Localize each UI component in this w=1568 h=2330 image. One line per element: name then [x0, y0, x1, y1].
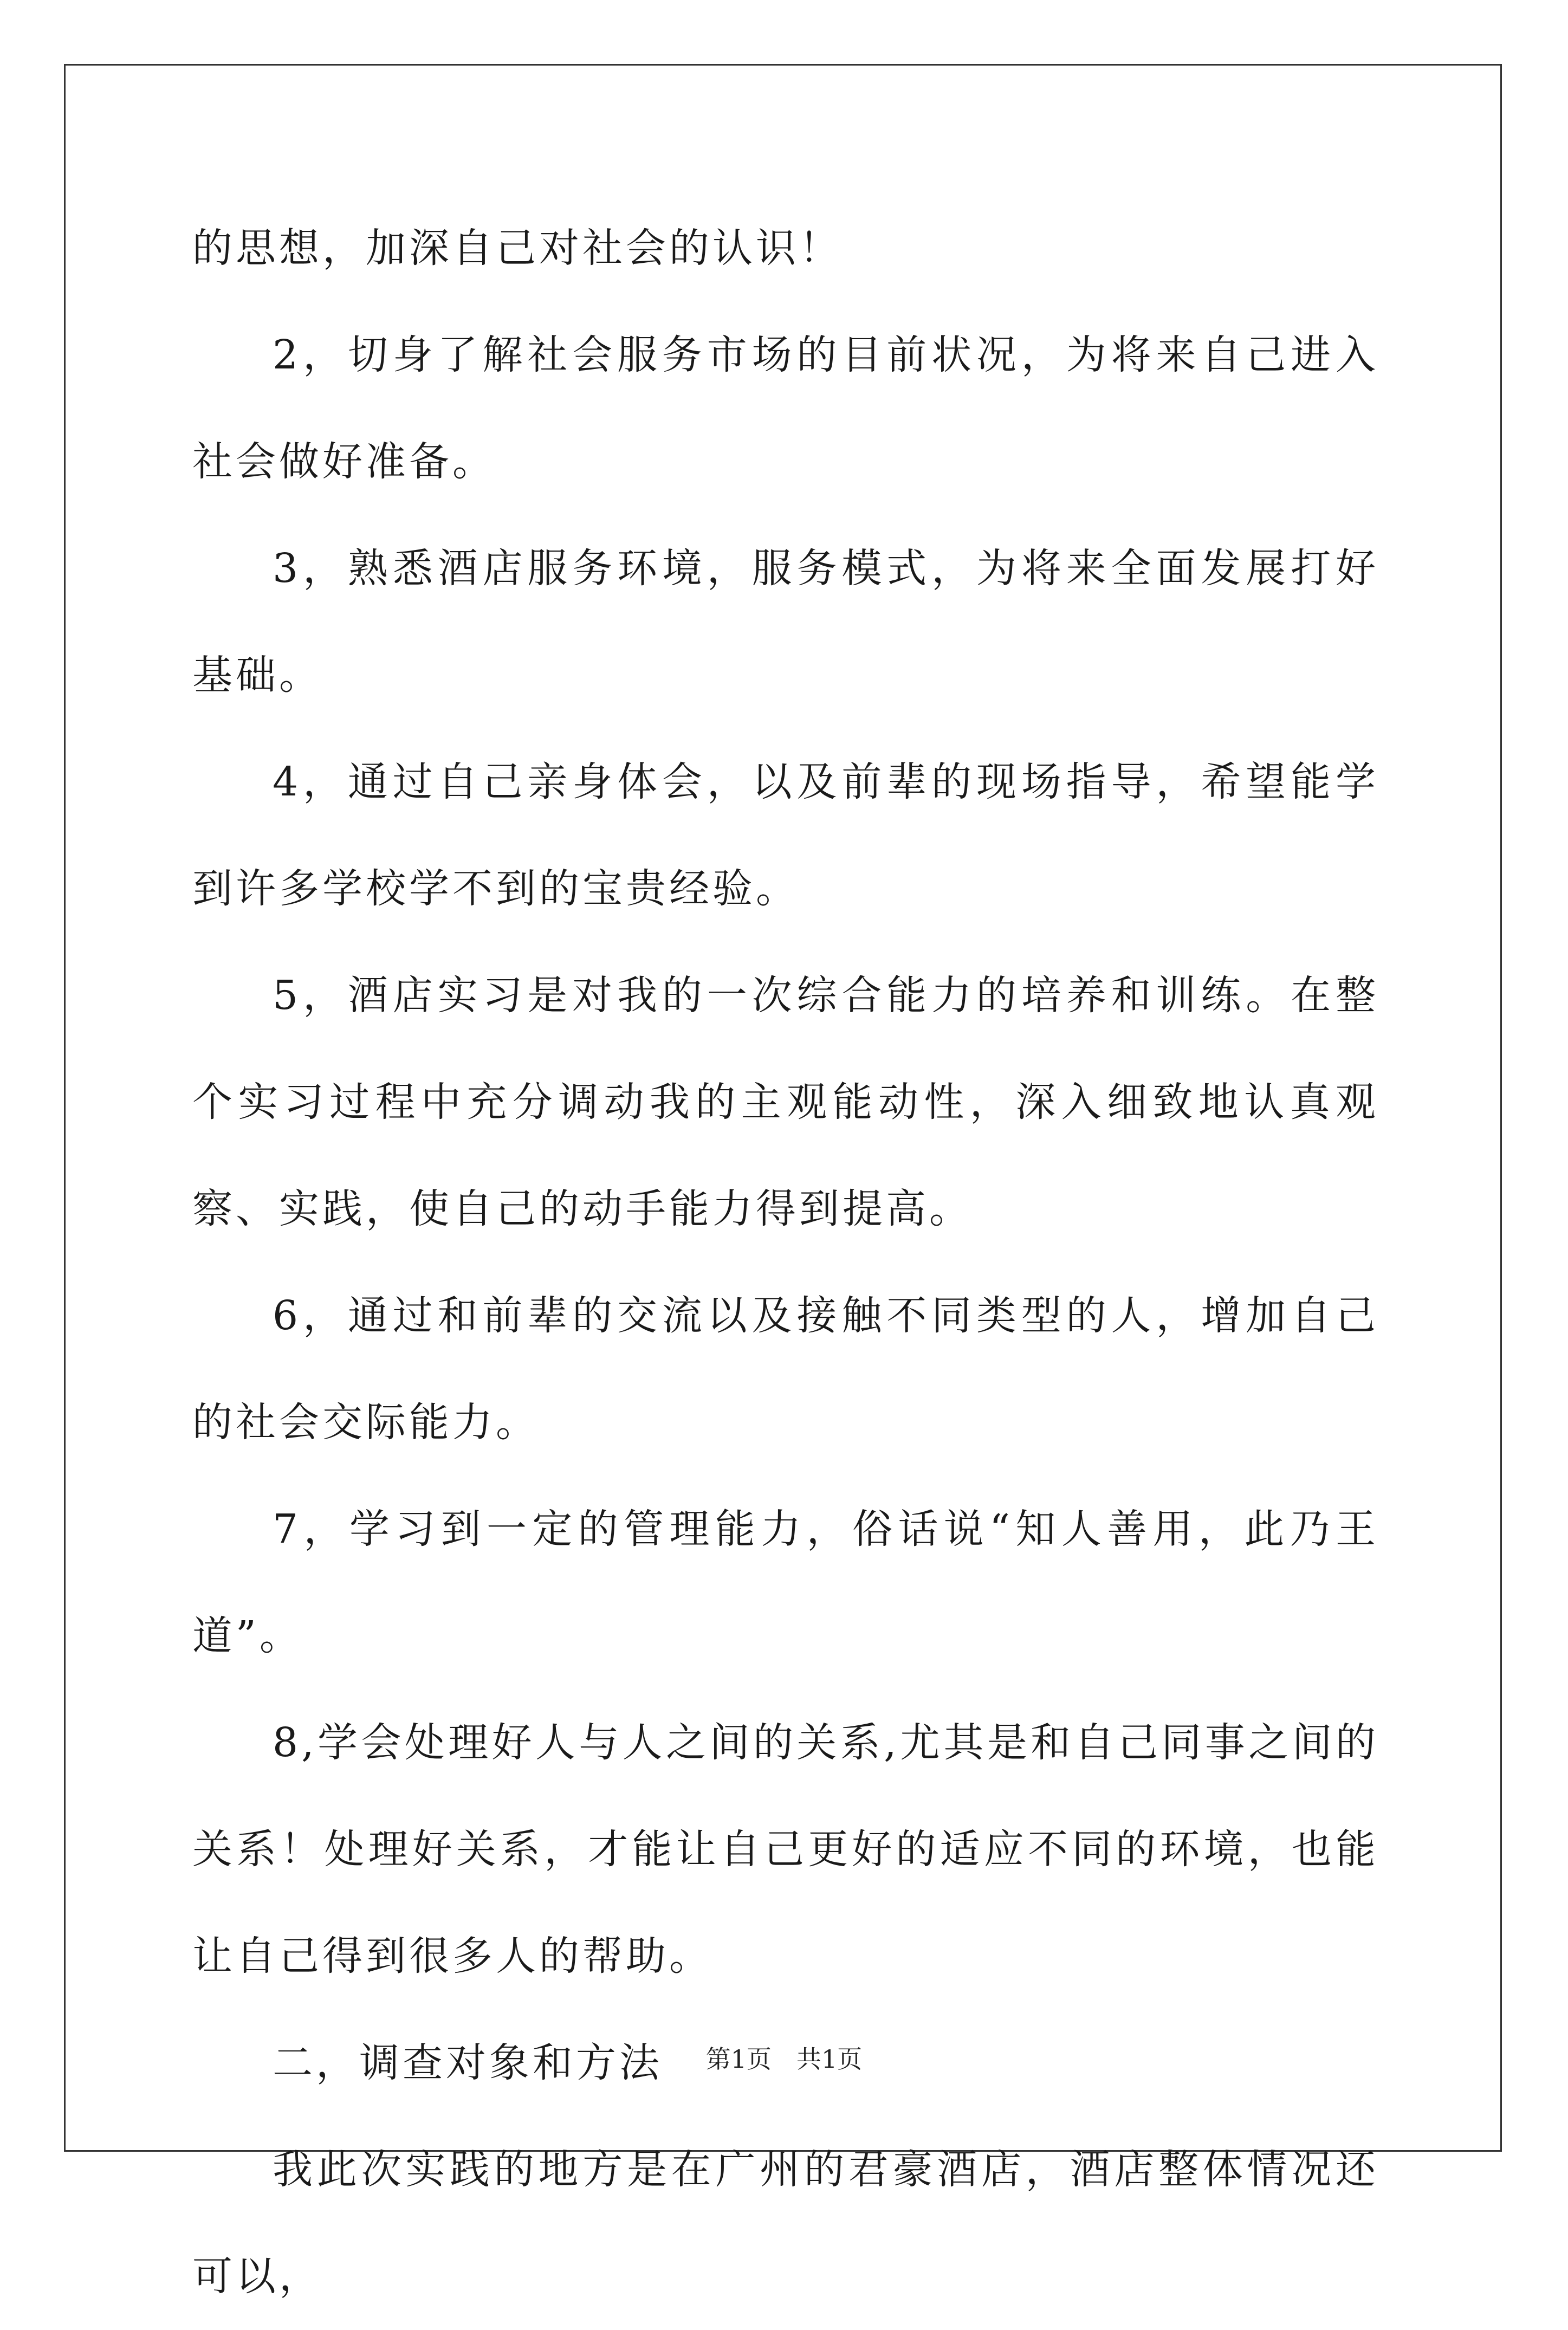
paragraph-item-8: 8,学会处理好人与人之间的关系,尤其是和自己同事之间的关系！处理好关系，才能让自己更好的适应不同的环境，也能让自己得到很多人的帮助。 [192, 1719, 1379, 1979]
document-body [192, 195, 1379, 2330]
section-heading: 二，调查对象和方法 [273, 2040, 663, 2086]
paragraph-item-7: 7，学习到一定的管理能力，俗话说“知人善用，此乃王道”。 [192, 1506, 1379, 1659]
paragraph-item-6: 6，通过和前辈的交流以及接触不同类型的人，增加自己的社会交际能力。 [192, 1292, 1379, 1446]
paragraph-item-3: 3，熟悉酒店服务环境，服务模式，为将来全面发展打好基础。 [192, 545, 1379, 698]
paragraph-item-4: 4，通过自己亲身体会，以及前辈的现场指导，希望能学到许多学校学不到的宝贵经验。 [192, 759, 1379, 912]
paragraph-section-intro: 我此次实践的地方是在广州的君豪酒店，酒店整体情况还可以， [192, 2146, 1379, 2300]
paragraph-item-5: 5，酒店实习是对我的一次综合能力的培养和训练。在整个实习过程中充分调动我的主观能动性，深入细致地认真观察、实践，使自己的动手能力得到提高。 [192, 972, 1379, 1232]
paragraph-continuation: 的思想，加深自己对社会的认识！ [192, 225, 843, 271]
paragraph-item-2: 2，切身了解社会服务市场的目前状况，为将来自己进入社会做好准备。 [192, 332, 1379, 485]
page-footer: 第1页 共1页 [705, 2044, 863, 2074]
